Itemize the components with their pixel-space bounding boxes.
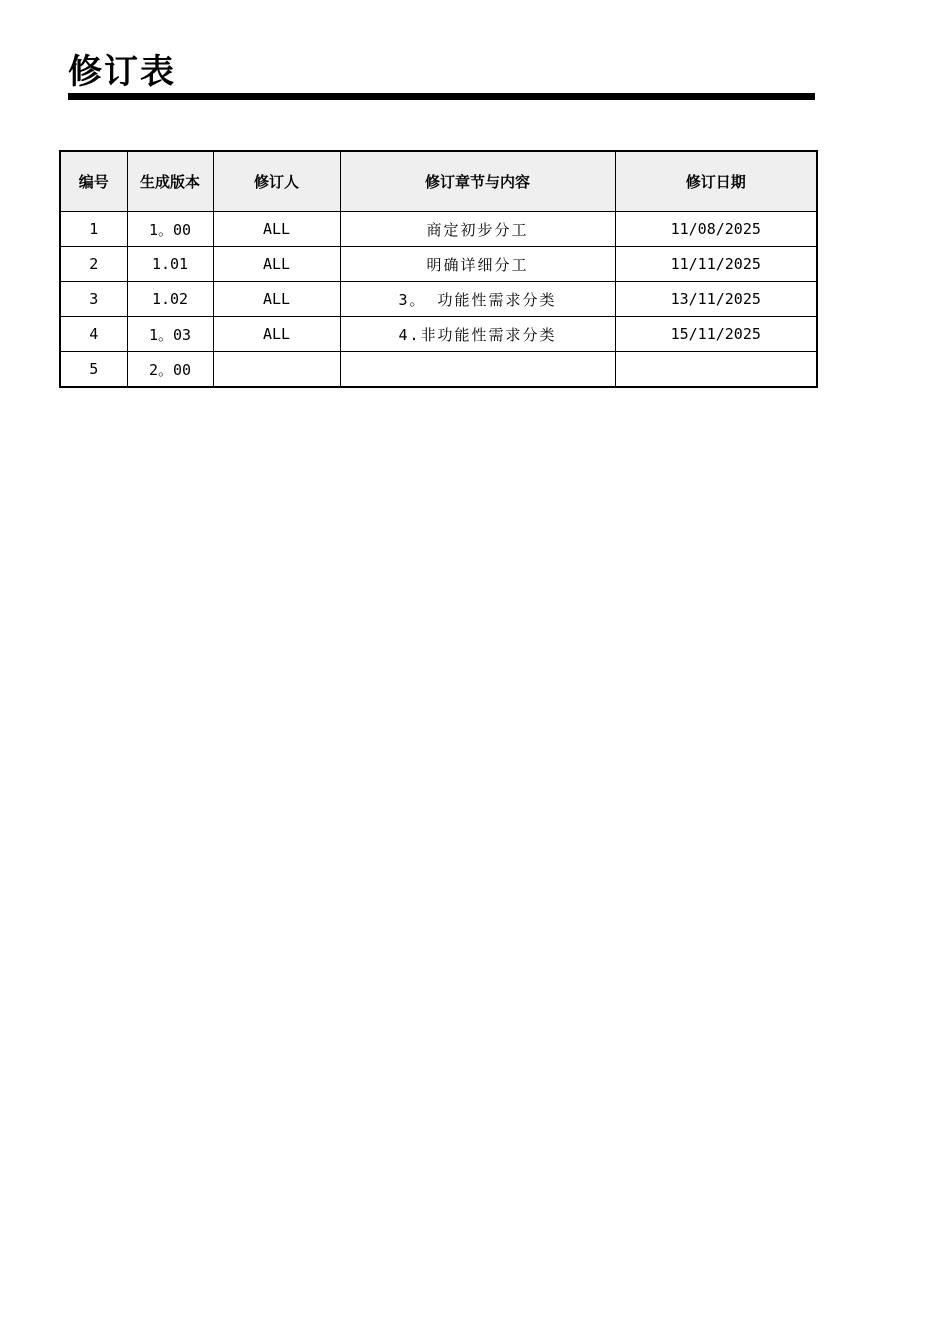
cell-content: 商定初步分工 — [340, 212, 615, 247]
cell-version: 1.02 — [127, 282, 213, 317]
header-reviser: 修订人 — [213, 151, 340, 212]
table-row — [60, 352, 817, 388]
cell-reviser: ALL — [213, 212, 340, 247]
header-version: 生成版本 — [127, 151, 213, 212]
cell-version: 1。00 — [127, 212, 213, 247]
table-row — [60, 317, 817, 352]
cell-version: 1.01 — [127, 247, 213, 282]
cell-date — [615, 352, 817, 388]
header-date: 修订日期 — [615, 151, 817, 212]
table-row — [60, 212, 817, 247]
table-row — [60, 247, 817, 282]
cell-number: 3 — [60, 282, 127, 317]
header-number: 编号 — [60, 151, 127, 212]
table-row — [60, 282, 817, 317]
cell-date: 15/11/2025 — [615, 317, 817, 352]
cell-content: 明确详细分工 — [340, 247, 615, 282]
revision-table — [59, 150, 818, 388]
cell-number: 2 — [60, 247, 127, 282]
cell-version: 2。00 — [127, 352, 213, 388]
cell-number: 4 — [60, 317, 127, 352]
cell-content: 3。 功能性需求分类 — [340, 282, 615, 317]
table-header-row — [60, 151, 817, 212]
cell-number: 1 — [60, 212, 127, 247]
cell-reviser — [213, 352, 340, 388]
page-title: 修订表 — [68, 52, 176, 92]
header-content: 修订章节与内容 — [340, 151, 615, 212]
cell-reviser: ALL — [213, 317, 340, 352]
cell-date: 11/11/2025 — [615, 247, 817, 282]
cell-date: 11/08/2025 — [615, 212, 817, 247]
cell-content — [340, 352, 615, 388]
cell-version: 1。03 — [127, 317, 213, 352]
cell-date: 13/11/2025 — [615, 282, 817, 317]
cell-content: 4.非功能性需求分类 — [340, 317, 615, 352]
cell-number: 5 — [60, 352, 127, 388]
cell-reviser: ALL — [213, 282, 340, 317]
cell-reviser: ALL — [213, 247, 340, 282]
title-underline — [68, 93, 815, 100]
